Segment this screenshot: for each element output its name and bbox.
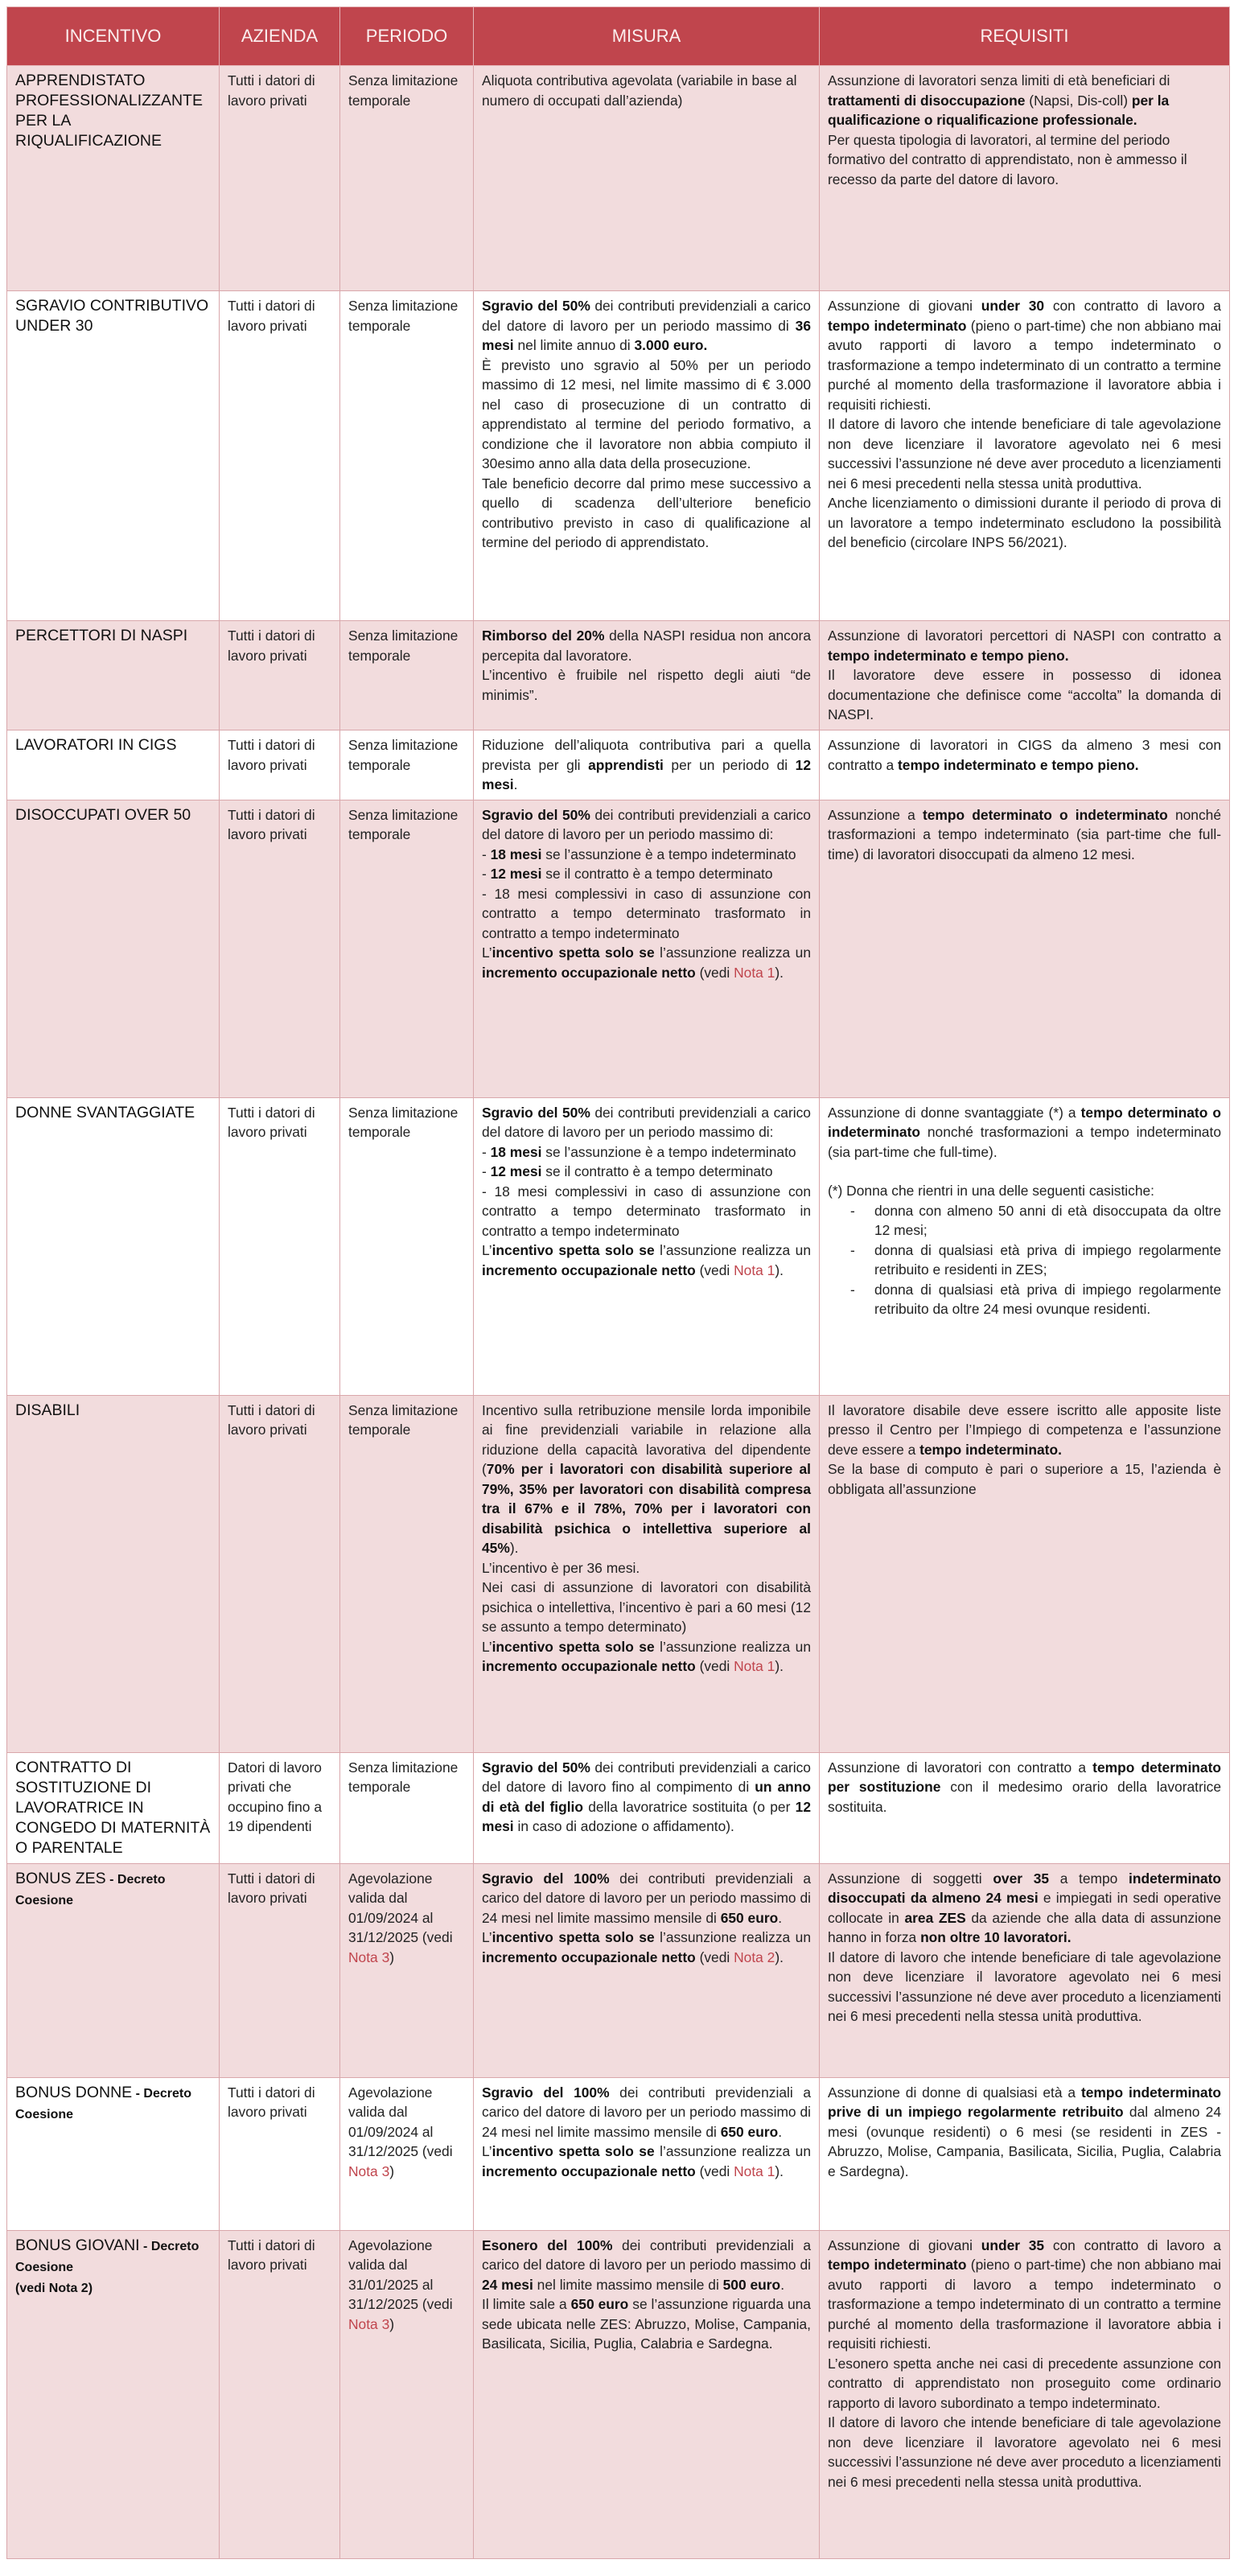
misura-cell: Aliquota contributiva agevolata (variabile in base al numero di occupati dall’azienda) [474,66,820,291]
azienda-cell: Datori di lavoro privati che occupino fino a 19 dipendenti [220,1752,340,1863]
periodo-cell: Agevolazione valida dal 31/01/2025 al 31/12/2025 (vedi Nota 3) [340,2230,474,2558]
requisiti-cell: Assunzione di soggetti over 35 a tempo indeterminato disoccupati da almeno 24 mesi e impiegati in sedi operative collocate in area ZES da aziende che alla data di assunzione hanno in forza non oltre 10 lavoratori. Il datore di lavoro che intende beneficiare di tale agevolazione non deve licenziare il lavoratore agevolato nei 6 mesi successivi l’assunzione né deve aver proceduto a licenziamenti nei 6 mesi precedenti nella stessa unità produttiva. [820,1863,1230,2077]
incentivo-cell: LAVORATORI IN CIGS [7,730,220,800]
header-periodo: PERIODO [340,7,474,66]
periodo-cell: Agevolazione valida dal 01/09/2024 al 31/12/2025 (vedi Nota 3) [340,2077,474,2230]
requisiti-cell: Assunzione di lavoratori con contratto a tempo determinato per sostituzione con il medesimo orario della lavoratrice sostituita. [820,1752,1230,1863]
incentivo-cell: CONTRATTO DI SOSTITUZIONE DI LAVORATRICE IN CONGEDO DI MATERNITÀ O PARENTALE [7,1752,220,1863]
nota-link[interactable]: Nota 1 [734,2162,775,2179]
periodo-cell: Senza limitazione temporale [340,1097,474,1395]
table-row [7,2077,1230,2230]
misura-cell: Sgravio del 100% dei contributi previdenziali a carico del datore di lavoro per un periodo massimo di 24 mesi nel limite massimo mensile di 650 euro. L’incentivo spetta solo se l’assunzione realizza un incremento occupazionale netto (vedi Nota 2). [474,1863,820,2077]
azienda-cell: Tutti i datori di lavoro privati [220,291,340,621]
incentivo-cell: APPRENDISTATO PROFESSIONALIZZANTE PER LA RIQUALIFICAZIONE [7,66,220,291]
header-misura: MISURA [474,7,820,66]
requisiti-cell: Assunzione di donne di qualsiasi età a tempo indeterminato prive di un impiego regolarmente retribuito dal almeno 24 mesi (ovunque residenti) o 6 mesi (se residenti in ZES - Abruzzo, Molise, Campania, Basilicata, Sicilia, Puglia, Calabria e Sardegna). [820,2077,1230,2230]
list-item: - donna di qualsiasi età priva di impiego regolarmente retribuito e residenti in ZES; [874,1241,1221,1280]
table-row [7,66,1230,291]
periodo-cell: Senza limitazione temporale [340,291,474,621]
periodo-cell: Senza limitazione temporale [340,1395,474,1752]
requisiti-cell: Assunzione di giovani under 30 con contratto di lavoro a tempo indeterminato (pieno o part-time) che non abbiano mai avuto rapporti di lavoro a tempo indeterminato o trasformazione a tempo indeterminato di un contratto a termine purché al momento della trasformazione il lavoratore abbia i requisiti richiesti. Il datore di lavoro che intende beneficiare di tale agevolazione non deve licenziare il lavoratore agevolato nei 6 mesi successivi l’assunzione né deve aver proceduto a licenziamenti nei 6 mesi precedenti nella stessa unità produttiva. Anche licenziamento o dimissioni durante il periodo di prova di un lavoratore a tempo indeterminato escludono la possibilità del beneficio (circolare INPS 56/2021). [820,291,1230,621]
nota-link[interactable]: Nota 3 [348,2162,390,2179]
azienda-cell: Tutti i datori di lavoro privati [220,2077,340,2230]
table-row [7,800,1230,1097]
incentivo-cell: BONUS DONNE - Decreto Coesione [7,2077,220,2230]
list-item: - donna di qualsiasi età priva di impiego regolarmente retribuito da oltre 24 mesi ovunque residenti. [874,1280,1221,1319]
nota-link[interactable]: Nota 1 [734,964,775,981]
header-azienda: AZIENDA [220,7,340,66]
table-row [7,1097,1230,1395]
azienda-cell: Tutti i datori di lavoro privati [220,621,340,730]
header-incentivo: INCENTIVO [7,7,220,66]
incentives-table [6,6,1230,2559]
misura-cell: Esonero del 100% dei contributi previdenziali a carico del datore di lavoro per un periodo massimo di 24 mesi nel limite massimo mensile di 500 euro. Il limite sale a 650 euro se l’assunzione riguarda una sede ubicata nelle ZES: Abruzzo, Molise, Campania, Basilicata, Sicilia, Puglia, Calabria e Sardegna. [474,2230,820,2558]
azienda-cell: Tutti i datori di lavoro privati [220,730,340,800]
nota-link[interactable]: Nota 2 [734,1948,775,1965]
donne-list [828,1201,1221,1319]
table-row [7,1395,1230,1752]
azienda-cell: Tutti i datori di lavoro privati [220,2230,340,2558]
incentivo-cell: DISABILI [7,1395,220,1752]
requisiti-cell: Assunzione di donne svantaggiate (*) a tempo determinato o indeterminato nonché trasformazioni a tempo indeterminato (sia part-time che full-time). (*) Donna che rientri in una delle seguenti casistiche: - donna con almeno 50 anni di età disoccupata da oltre 12 mesi; - donna di qualsiasi età priva di impiego regolarmente retribuito e residenti in ZES; - donna di qualsiasi età priva di impiego regolarmente retribuito da oltre 24 mesi ovunque residenti. [820,1097,1230,1395]
incentivo-cell: PERCETTORI DI NASPI [7,621,220,730]
table-row [7,1752,1230,1863]
misura-cell: Rimborso del 20% della NASPI residua non ancora percepita dal lavoratore. L’incentivo è fruibile nel rispetto degli aiuti “de minimis”. [474,621,820,730]
misura-cell: Incentivo sulla retribuzione mensile lorda imponibile ai fine previdenziali variabile in relazione alla riduzione della capacità lavorativa del dipendente (70% per i lavoratori con disabilità superiore al 79%, 35% per lavoratori con disabilità compresa tra il 67% e il 78%, 70% per i lavoratori con disabilità psichica o intellettiva superiore al 45%). L’incentivo è per 36 mesi. Nei casi di assunzione di lavoratori con disabilità psichica o intellettiva, l’incentivo è pari a 60 mesi (12 se assunto a tempo determinato) L’incentivo spetta solo se l’assunzione realizza un incremento occupazionale netto (vedi Nota 1). [474,1395,820,1752]
requisiti-cell: Assunzione a tempo determinato o indeterminato nonché trasformazioni a tempo indeterminato (sia part-time che full-time) di lavoratori disoccupati da almeno 12 mesi. [820,800,1230,1097]
requisiti-cell: Il lavoratore disabile deve essere iscritto alle apposite liste presso il Centro per l’Impiego di competenza e l’assunzione deve essere a tempo indeterminato. Se la base di computo è pari o superiore a 15, l’azienda è obbligata all’assunzione [820,1395,1230,1752]
requisiti-cell: Assunzione di giovani under 35 con contratto di lavoro a tempo indeterminato (pieno o part-time) che non abbiano mai avuto rapporti di lavoro a tempo indeterminato o trasformazione a tempo indeterminato di un contratto a termine purché al momento della trasformazione il lavoratore abbia i requisiti richiesti. L’esonero spetta anche nei casi di precedente assunzione con contratto di apprendistato non proseguito come ordinario rapporto di lavoro subordinato a tempo indeterminato. Il datore di lavoro che intende beneficiare di tale agevolazione non deve licenziare il lavoratore agevolato nei 6 mesi successivi l’assunzione né deve aver proceduto a licenziamenti nei 6 mesi precedenti nella stessa unità produttiva. [820,2230,1230,2558]
periodo-cell: Senza limitazione temporale [340,730,474,800]
nota-link[interactable]: Nota 1 [734,1261,775,1278]
periodo-cell: Senza limitazione temporale [340,621,474,730]
azienda-cell: Tutti i datori di lavoro privati [220,66,340,291]
misura-cell: Sgravio del 50% dei contributi previdenziali a carico del datore di lavoro fino al compimento di un anno di età del figlio della lavoratrice sostituita (o per 12 mesi in caso di adozione o affidamento). [474,1752,820,1863]
requisiti-cell: Assunzione di lavoratori senza limiti di età beneficiari di trattamenti di disoccupazione (Napsi, Dis-coll) per la qualificazione o riqualificazione professionale. Per questa tipologia di lavoratori, al termine del periodo formativo del contratto di apprendistato, non è ammesso il recesso da parte del datore di lavoro. [820,66,1230,291]
incentivo-cell: SGRAVIO CONTRIBUTIVO UNDER 30 [7,291,220,621]
misura-cell: Sgravio del 50% dei contributi previdenziali a carico del datore di lavoro per un periodo massimo di: - 18 mesi se l’assunzione è a tempo indeterminato - 12 mesi se il contratto è a tempo determinato - 18 mesi complessivi in caso di assunzione con contratto a tempo determinato trasformato in contratto a tempo indeterminato L’incentivo spetta solo se l’assunzione realizza un incremento occupazionale netto (vedi Nota 1). [474,800,820,1097]
table-row [7,1863,1230,2077]
table-header-row [7,7,1230,66]
requisiti-cell: Assunzione di lavoratori percettori di NASPI con contratto a tempo indeterminato e tempo pieno. Il lavoratore deve essere in possesso di idonea documentazione che definisce come “accolta” la domanda di NASPI. [820,621,1230,730]
misura-cell: Riduzione dell’aliquota contributiva pari a quella prevista per gli apprendisti per un periodo di 12 mesi. [474,730,820,800]
incentivo-cell: DONNE SVANTAGGIATE [7,1097,220,1395]
table-row [7,2230,1230,2558]
misura-cell: Sgravio del 100% dei contributi previdenziali a carico del datore di lavoro per un periodo massimo di 24 mesi nel limite massimo mensile di 650 euro. L’incentivo spetta solo se l’assunzione realizza un incremento occupazionale netto (vedi Nota 1). [474,2077,820,2230]
periodo-cell: Senza limitazione temporale [340,800,474,1097]
misura-cell: Sgravio del 50% dei contributi previdenziali a carico del datore di lavoro per un periodo massimo di 36 mesi nel limite annuo di 3.000 euro. È previsto uno sgravio al 50% per un periodo massimo di 12 mesi, nel limite massimo di € 3.000 nel caso di prosecuzione di un contratto di apprendistato al termine del periodo formativo, a condizione che il lavoratore non abbia compiuto il 30esimo anno alla data della prosecuzione. Tale beneficio decorre dal primo mese successivo a quello di scadenza dell’ulteriore beneficio contributivo previsto in caso di qualificazione al termine del periodo di apprendistato. [474,291,820,621]
periodo-cell: Senza limitazione temporale [340,1752,474,1863]
list-item: - donna con almeno 50 anni di età disoccupata da oltre 12 mesi; [874,1201,1221,1241]
incentivo-cell: BONUS ZES - Decreto Coesione [7,1863,220,2077]
table-row [7,730,1230,800]
table-row [7,291,1230,621]
azienda-cell: Tutti i datori di lavoro privati [220,1097,340,1395]
periodo-cell: Agevolazione valida dal 01/09/2024 al 31/12/2025 (vedi Nota 3) [340,1863,474,2077]
header-requisiti: REQUISITI [820,7,1230,66]
periodo-cell: Senza limitazione temporale [340,66,474,291]
incentivo-cell: DISOCCUPATI OVER 50 [7,800,220,1097]
requisiti-cell: Assunzione di lavoratori in CIGS da almeno 3 mesi con contratto a tempo indeterminato e tempo pieno. [820,730,1230,800]
azienda-cell: Tutti i datori di lavoro privati [220,1395,340,1752]
azienda-cell: Tutti i datori di lavoro privati [220,1863,340,2077]
nota-link[interactable]: Nota 3 [348,2315,390,2332]
incentivo-cell: BONUS GIOVANI - Decreto Coesione (vedi Nota 2) [7,2230,220,2558]
table-row [7,621,1230,730]
nota-link[interactable]: Nota 1 [734,1658,775,1674]
misura-cell: Sgravio del 50% dei contributi previdenziali a carico del datore di lavoro per un periodo massimo di: - 18 mesi se l’assunzione è a tempo indeterminato - 12 mesi se il contratto è a tempo determinato - 18 mesi complessivi in caso di assunzione con contratto a tempo determinato trasformato in contratto a tempo indeterminato L’incentivo spetta solo se l’assunzione realizza un incremento occupazionale netto (vedi Nota 1). [474,1097,820,1395]
azienda-cell: Tutti i datori di lavoro privati [220,800,340,1097]
nota-link[interactable]: Nota 3 [348,1948,390,1965]
